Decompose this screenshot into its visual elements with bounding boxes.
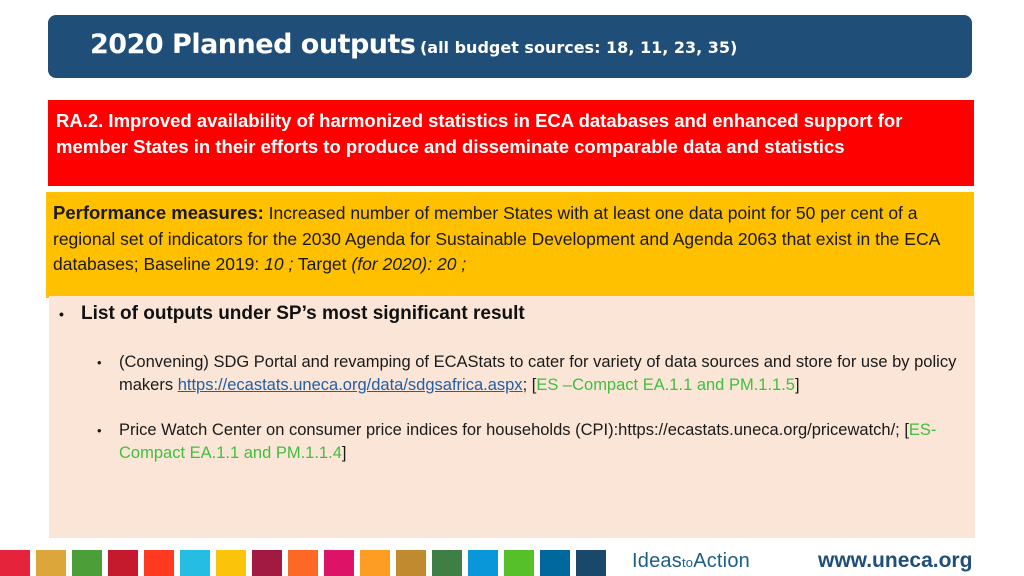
outputs-heading [59,301,965,327]
performance-measures-text: Increased number of member States with at least one data point for 50 per cent of a regional set of indicators for the 2030 Agenda for Sustainable Development and Agenda 2063 that exist in the ECA databases; Baseline 2019: [53,203,940,274]
footer-stripe [324,550,354,576]
logo-ideas: Ideas [632,550,682,572]
footer-stripe [108,550,138,576]
sdg-portal-link[interactable]: https://ecastats.uneca.org/data/sdgsafrica.aspx [177,376,523,394]
footer-stripe [576,550,606,576]
performance-measures-box [46,192,974,298]
bullet-icon: • [97,355,102,370]
footer-stripe [216,550,246,576]
target-text: Target [293,254,352,274]
title-bar [48,15,972,78]
footer-stripe [144,550,174,576]
footer-stripe [252,550,282,576]
bullet-icon: • [97,423,102,438]
item-separator: ; [ [522,376,537,394]
item-description: (Convening) SDG Portal and revamping of ECAStats to cater for variety of data sources and store for use by policy makers [119,353,957,394]
footer-stripe [0,550,30,576]
footer-stripe [36,550,66,576]
footer-stripe [396,550,426,576]
logo-to: to [681,555,694,570]
footer-stripe [360,550,390,576]
compact-tag: ES-Compact EA.1.1 and PM.1.1.4 [119,421,937,462]
outputs-list [59,351,965,465]
list-item [97,419,965,465]
list-item-text [119,419,965,465]
item-close: ] [794,376,800,394]
compact-tag: ES –Compact EA.1.1 and PM.1.1.5 [536,376,795,394]
performance-measures-label: Performance measures: [53,202,264,223]
list-item-text [119,351,965,397]
bullet-icon: • [59,306,64,322]
item-description: Price Watch Center on consumer price indices for households (CPI):https://ecastats.uneca.org/pricewatch/; [ [119,421,909,439]
footer-stripe [540,550,570,576]
outputs-heading-text: List of outputs under SP’s most significant result [81,303,525,324]
ideas-to-action-logo [612,548,810,576]
title-main: 2020 Planned outputs [90,29,416,60]
title-subtitle: (all budget sources: 18, 11, 23, 35) [419,38,738,57]
item-close: ] [341,444,347,462]
footer-stripe [72,550,102,576]
logo-text [632,550,750,573]
result-area-text: RA.2. Improved availability of harmonized statistics in ECA databases and enhanced support for member States in their efforts to produce and disseminate comparable data and statistics [56,110,903,157]
result-area-box [48,100,974,186]
logo-action: Action [693,550,750,572]
footer-stripe [432,550,462,576]
outputs-box [49,296,975,538]
footer-stripe [468,550,498,576]
footer-stripe [288,550,318,576]
target-label: (for 2020): 20 ; [351,254,467,274]
footer-stripe [504,550,534,576]
list-item [97,351,965,397]
website-url: www.uneca.org [818,549,973,572]
slide-title [90,29,737,60]
footer-stripe [180,550,210,576]
baseline-value: 10 ; [264,254,294,274]
